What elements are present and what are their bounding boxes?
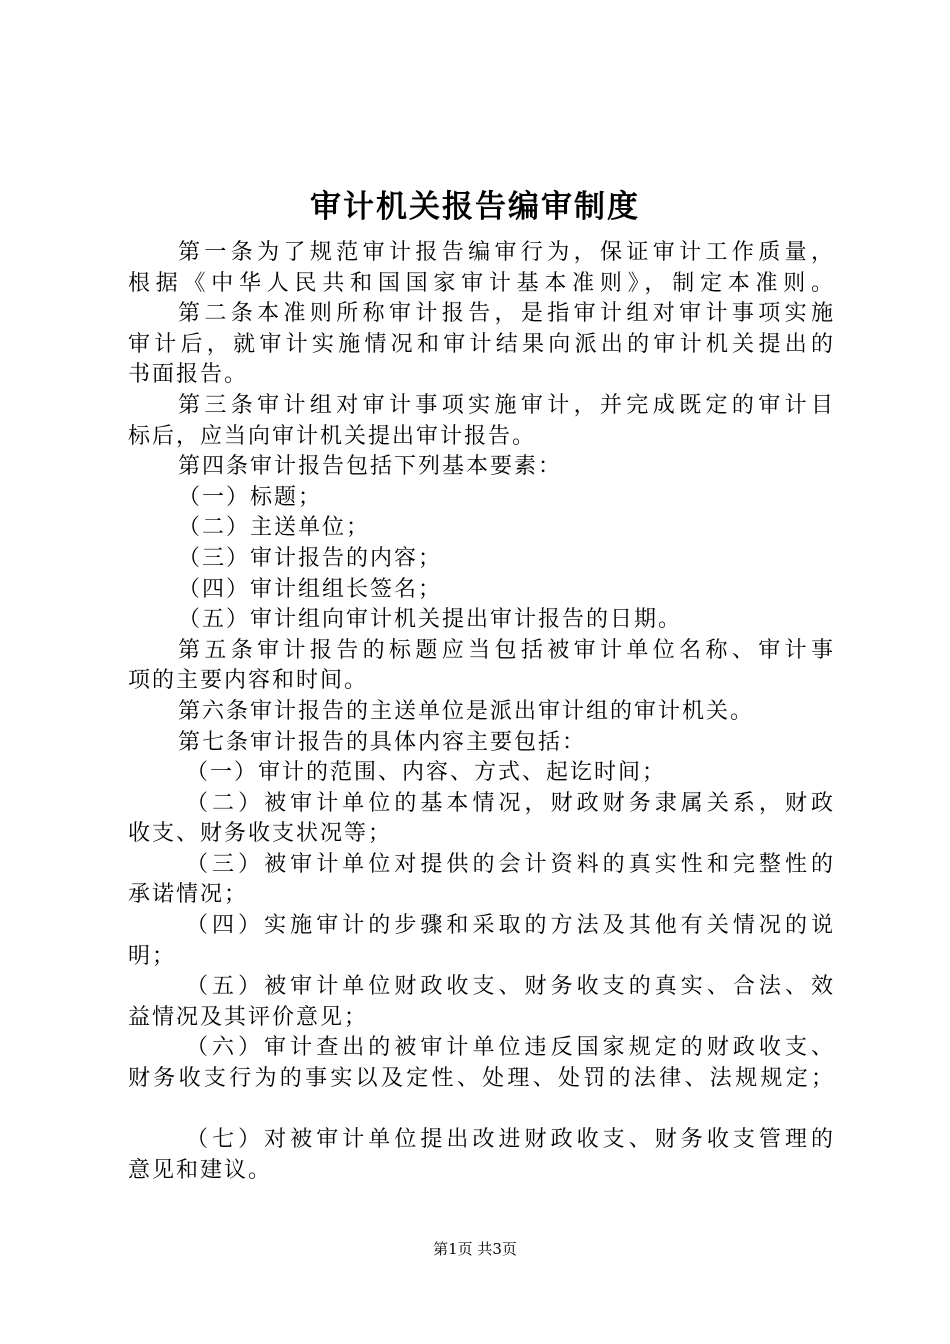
- text-line: 第六条审计报告的主送单位是派出审计组的审计机关。: [178, 698, 755, 724]
- text-line: 第七条审计报告的具体内容主要包括：: [178, 729, 587, 755]
- text-line: 意见和建议。: [128, 1157, 273, 1183]
- text-line: （六）审计查出的被审计单位违反国家规定的财政收支、: [186, 1035, 833, 1061]
- text-line: 第三条审计组对审计事项实施审计，并完成既定的审计目: [178, 392, 833, 418]
- text-line: （一）标题；: [178, 484, 323, 510]
- text-line: （五）被审计单位财政收支、财务收支的真实、合法、效: [186, 974, 833, 1000]
- text-line: （四）实施审计的步骤和采取的方法及其他有关情况的说: [186, 913, 833, 939]
- text-line: （三）审计报告的内容；: [178, 545, 443, 571]
- text-line: （七）对被审计单位提出改进财政收支、财务收支管理的: [186, 1127, 833, 1153]
- text-line: 第二条本准则所称审计报告，是指审计组对审计事项实施: [178, 301, 833, 327]
- text-line: （三）被审计单位对提供的会计资料的真实性和完整性的: [186, 851, 833, 877]
- text-line: （四）审计组组长签名；: [178, 576, 443, 602]
- text-line: 益情况及其评价意见；: [128, 1004, 369, 1030]
- document-title: 审计机关报告编审制度: [310, 189, 640, 225]
- document-body: [128, 238, 833, 1186]
- page-number: 第1页 共3页: [433, 1240, 517, 1258]
- text-line: （二）被审计单位的基本情况，财政财务隶属关系，财政: [186, 790, 833, 816]
- text-line: 书面报告。: [128, 362, 249, 388]
- text-line: （五）审计组向审计机关提出审计报告的日期。: [178, 607, 683, 633]
- text-line: 第四条审计报告包括下列基本要素：: [178, 454, 563, 480]
- text-line: 收支、财务收支状况等；: [128, 821, 393, 847]
- text-line: 项的主要内容和时间。: [128, 668, 369, 694]
- blank-line: [128, 1095, 833, 1126]
- text-line: 第一条为了规范审计报告编审行为，保证审计工作质量，: [178, 240, 833, 265]
- text-line: 第五条审计报告的标题应当包括被审计单位名称、审计事: [178, 637, 833, 663]
- text-line: 标后，应当向审计机关提出审计报告。: [128, 423, 537, 449]
- text-line: （一）审计的范围、内容、方式、起讫时间；: [186, 760, 667, 786]
- text-line: 根据《中华人民共和国国家审计基本准则》，制定本准则。: [128, 270, 833, 296]
- text-line: 承诺情况；: [128, 882, 249, 908]
- text-line: 财务收支行为的事实以及定性、处理、处罚的法律、法规规定；: [128, 1066, 833, 1092]
- text-line: （二）主送单位；: [178, 515, 371, 541]
- text-line: 明；: [128, 943, 177, 969]
- text-line: 审计后，就审计实施情况和审计结果向派出的审计机关提出的: [128, 331, 833, 357]
